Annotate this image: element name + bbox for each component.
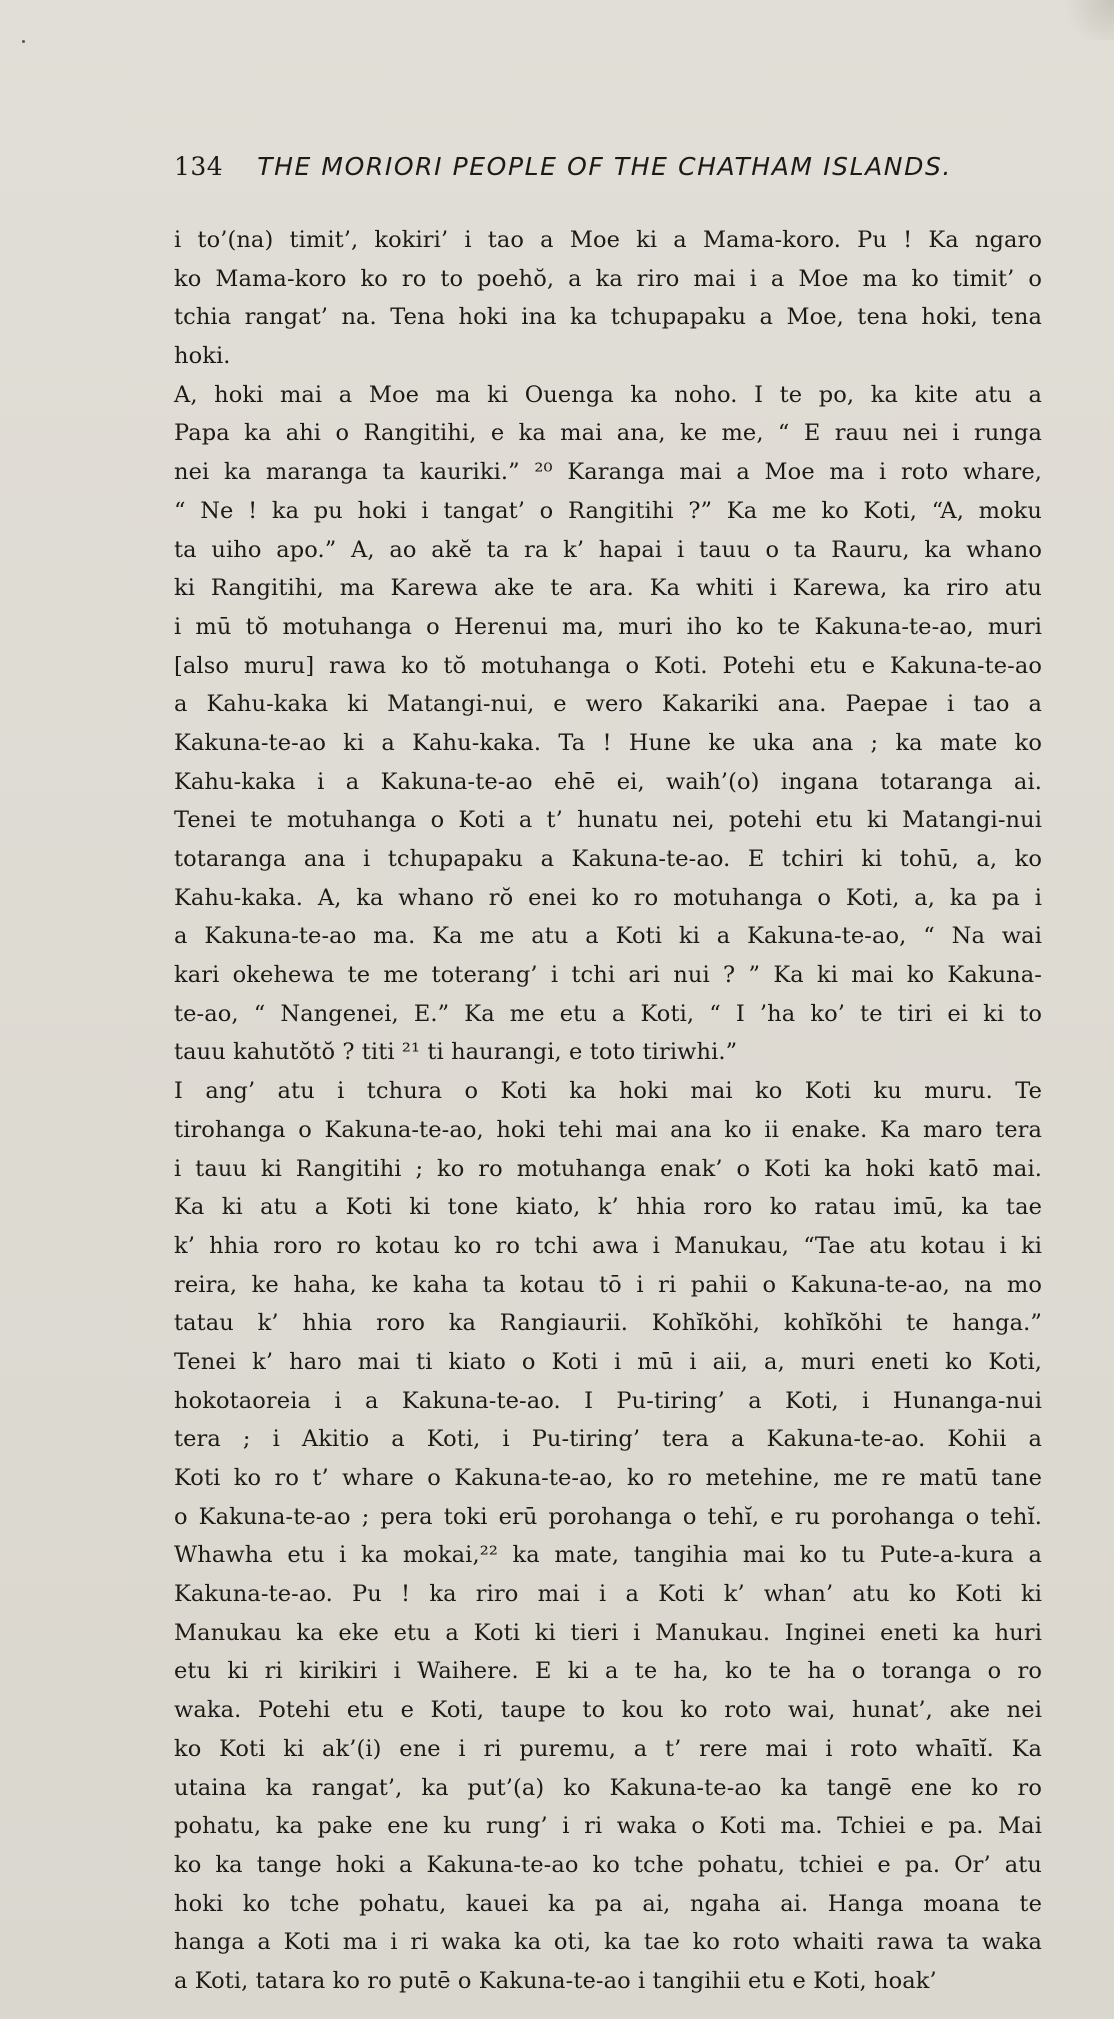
text-line: hanga a Koti ma i ri waka ka oti, ka tae ko roto whaiti rawa ta waka (174, 1929, 1042, 1956)
text-line: pohatu, ka pake ene ku rung’ i ri waka o Koti ma. Tchiei e pa. Mai (174, 1813, 1042, 1840)
text-line: Kahu-kaka. A, ka whano rŏ enei ko ro motuhanga o Koti, a, ka pa i (174, 884, 1042, 911)
text-line: reira, ke haha, ke kaha ta kotau tō i ri pahii o Kakuna-te-ao, na mo (174, 1271, 1042, 1298)
text-line: hoki. (174, 343, 231, 370)
text-line: totaranga ana i tchupapaku a Kakuna-te-ao. E tchiri ki tohū, a, ko (174, 846, 1042, 872)
text-line: Papa ka ahi o Rangitihi, e ka mai ana, ke me, “ E rauu nei i runga (174, 420, 1042, 447)
text-line: Tenei te motuhanga o Koti a t’ hunatu nei, potehi etu ki Matangi-nui (174, 807, 1042, 834)
text-line: a Kahu-kaka ki Matangi-nui, e wero Kakariki ana. Paepae i tao a (174, 691, 1042, 718)
text-line: tauu kahutŏtŏ ? titi ²¹ ti haurangi, e toto tiriwhi.” (174, 1039, 738, 1066)
text-line: Tenei k’ haro mai ti kiato o Koti i mū i aii, a, muri eneti ko Koti, (174, 1348, 1042, 1375)
corner-stain (1054, 0, 1114, 40)
text-line: waka. Potehi etu e Koti, taupe to kou ko roto wai, hunat’, ake nei (174, 1697, 1042, 1724)
text-line: hokotaoreia i a Kakuna-te-ao. I Pu-tiring’ a Koti, i Hunanga-nui (174, 1387, 1042, 1414)
text-line: ko Mama-koro ko ro to poehŏ, a ka riro mai i a Moe ma ko timit’ o (174, 265, 1042, 292)
body-text (174, 221, 1042, 2001)
text-line: tchia rangat’ na. Tena hoki ina ka tchupapaku a Moe, tena hoki, tena (174, 304, 1042, 331)
text-line: tirohanga o Kakuna-te-ao, hoki tehi mai ana ko ii enake. Ka maro tera (174, 1116, 1042, 1143)
text-line: o Kakuna-te-ao ; pera toki erū porohanga o tehĭ, e ru porohanga o tehĭ. (174, 1503, 1042, 1530)
text-line: i mū tŏ motuhanga o Herenui ma, muri iho ko te Kakuna-te-ao, muri (174, 613, 1042, 640)
text-line: Whawha etu i ka mokai,²² ka mate, tangihia mai ko tu Pute-a-kura a (174, 1542, 1042, 1569)
text-line: Kakuna-te-ao ki a Kahu-kaka. Ta ! Hune ke uka ana ; ka mate ko (174, 729, 1042, 756)
text-line: Koti ko ro t’ whare o Kakuna-te-ao, ko ro metehine, me re matū tane (174, 1465, 1042, 1491)
paper-speck (22, 40, 25, 43)
text-line: te-ao, “ Nangenei, E.” Ka me etu a Koti, “ I ’ha ko’ te tiri ei ki to (174, 1000, 1042, 1027)
text-line: Kakuna-te-ao. Pu ! ka riro mai i a Koti k’ whan’ atu ko Koti ki (174, 1581, 1042, 1608)
page-header (174, 152, 1044, 188)
running-head: THE MORIORI PEOPLE OF THE CHATHAM ISLANDS. (257, 152, 952, 181)
text-line: k’ hhia roro ro kotau ko ro tchi awa i Manukau, “Tae atu kotau i ki (174, 1232, 1042, 1259)
text-line: tera ; i Akitio a Koti, i Pu-tiring’ tera a Kakuna-te-ao. Kohii a (174, 1426, 1042, 1453)
text-line: Kahu-kaka i a Kakuna-te-ao ehē ei, waih’(o) ingana totaranga ai. (174, 768, 1042, 795)
text-line: i to’(na) timit’, kokiri’ i tao a Moe ki a Mama-koro. Pu ! Ka ngaro (174, 227, 1042, 253)
text-line: ko ka tange hoki a Kakuna-te-ao ko tche pohatu, tchiei e pa. Or’ atu (174, 1851, 1042, 1878)
text-line: tatau k’ hhia roro ka Rangiaurii. Kohĭkŏhi, kohĭkŏhi te hanga.” (174, 1310, 1042, 1337)
text-line: I ang’ atu i tchura o Koti ka hoki mai ko Koti ku muru. Te (174, 1078, 1042, 1105)
page-number: 134 (174, 152, 224, 181)
text-line: “ Ne ! ka pu hoki i tangat’ o Rangitihi ?” Ka me ko Koti, “A, moku (174, 497, 1042, 524)
text-line: ta uiho apo.” A, ao akĕ ta ra k’ hapai i tauu o ta Rauru, ka whano (174, 536, 1042, 563)
text-line: a Koti, tatara ko ro putē o Kakuna-te-ao i tangihii etu e Koti, hoak’ (174, 1967, 937, 1994)
text-line: utaina ka rangat’, ka put’(a) ko Kakuna-te-ao ka tangē ene ko ro (174, 1774, 1042, 1801)
text-line: nei ka maranga ta kauriki.” ²⁰ Karanga mai a Moe ma i roto whare, (174, 459, 1042, 486)
text-line: kari okehewa te me toterang’ i tchi ari nui ? ” Ka ki mai ko Kakuna- (174, 962, 1042, 989)
text-line: Manukau ka eke etu a Koti ki tieri i Manukau. Inginei eneti ka huri (174, 1619, 1042, 1646)
text-line: a Kakuna-te-ao ma. Ka me atu a Koti ki a Kakuna-te-ao, “ Na wai (174, 923, 1042, 950)
text-line: [also muru] rawa ko tŏ motuhanga o Koti. Potehi etu e Kakuna-te-ao (174, 652, 1042, 679)
text-line: ki Rangitihi, ma Karewa ake te ara. Ka whiti i Karewa, ka riro atu (174, 575, 1042, 602)
text-line: etu ki ri kirikiri i Waihere. E ki a te ha, ko te ha o toranga o ro (174, 1658, 1042, 1685)
text-line: ko Koti ki ak’(i) ene i ri puremu, a t’ rere mai i roto whaītĭ. Ka (174, 1735, 1042, 1762)
text-line: i tauu ki Rangitihi ; ko ro motuhanga enak’ o Koti ka hoki katō mai. (174, 1155, 1042, 1182)
text-line: Ka ki atu a Koti ki tone kiato, k’ hhia roro ko ratau imū, ka tae (174, 1194, 1042, 1221)
text-line: hoki ko tche pohatu, kauei ka pa ai, ngaha ai. Hanga moana te (174, 1890, 1042, 1917)
text-line: A, hoki mai a Moe ma ki Ouenga ka noho. I te po, ka kite atu a (174, 381, 1042, 408)
